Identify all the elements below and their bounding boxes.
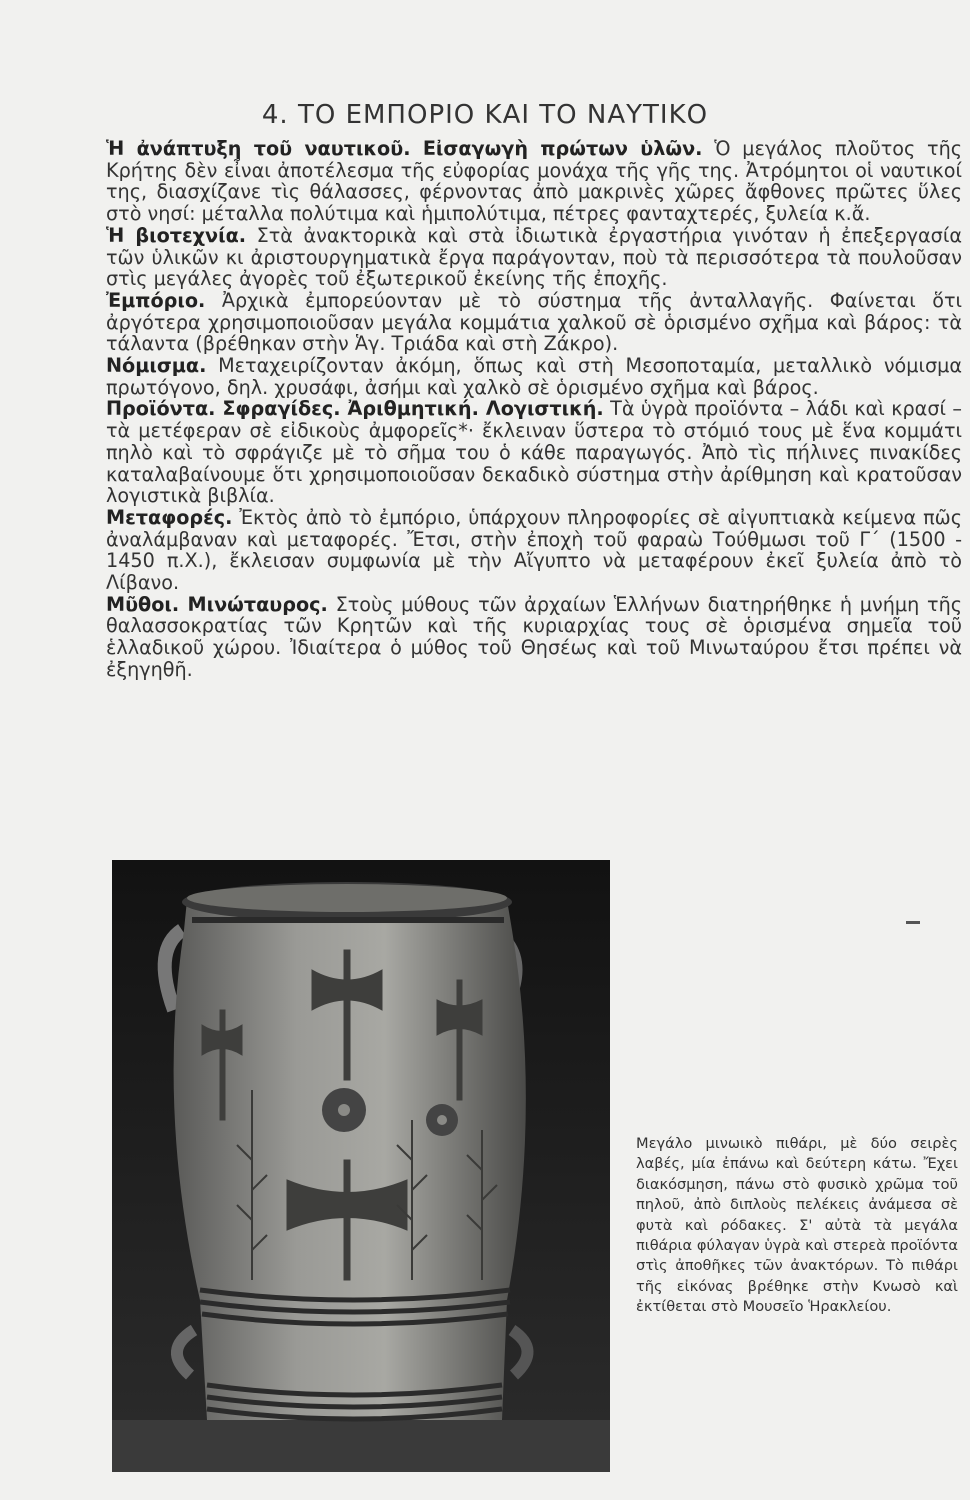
scan-mark (906, 910, 920, 914)
paragraph-transport (106, 507, 962, 594)
text-transport: Ἐκτὸς ἀπὸ τὸ ἐμπόριο, ὑπάρχουν πληροφορίες σὲ αἰγυπτιακὰ κείμενα πῶς ἀναλάμβαναν καὶ μεταφορές. Ἔτσι, στὴν ἐποχὴ τοῦ φαραὼ Τούθμωσι τοῦ Γ΄ (1500 - 1450 π.Χ.), ἔκλεισαν συμφωνία μὲ τὴν Αἴγυπτο νὰ μεταφέρουν ἐκεῖ ξυλεία ἀπὸ τὸ Λίβανο. (106, 505, 962, 595)
heading-crafts: Ἡ βιοτεχνία. (106, 223, 247, 247)
heading-transport: Μεταφορές. (106, 505, 233, 529)
paragraph-products (106, 398, 962, 507)
heading-navy: Ἡ ἀνάπτυξη τοῦ ναυτικοῦ. Εἰσαγωγὴ πρώτων ὑλῶν. (106, 137, 703, 160)
text-trade: Ἀρχικὰ ἐμπορεύονταν μὲ τὸ σύστημα τῆς ἀνταλλαγῆς. Φαίνεται ὅτι ἀργότερα χρησιμοποιοῦσαν μεγάλα κομμάτια χαλκοῦ σὲ ὁρισμένο σχῆμα καὶ βάρος: τὰ τάλαντα (βρέθηκαν στὴν Ἁγ. Τριάδα καὶ στὴ Ζάκρο). (106, 288, 962, 356)
text-crafts: Στὰ ἀνακτορικὰ καὶ στὰ ἰδιωτικὰ ἐργαστήρια γινόταν ἡ ἐπεξεργασία τῶν ὑλικῶν κι ἀριστουργηματικὰ ἔργα παράγονταν, ποὺ τὰ περισσότερα τὰ πουλοῦσαν στὶς μεγάλες ἀγορὲς τοῦ ἐξωτερικοῦ ἐκείνης τῆς ἐποχῆς. (106, 223, 962, 291)
text-navy: Ὁ μεγάλος πλοῦτος τῆς Κρήτης δὲν εἶναι ἀποτέλεσμα τῆς εὐφορίας μονάχα τῆς γῆς της. Ἀτρόμητοι οἱ ναυτικοί της, διασχίζανε τὶς θάλασσες, φέρνοντας ἀπὸ μακρινὲς χῶρες ἄφθονες πρῶτες ὕλες στὸ νησί: μέταλλα πολύτιμα καὶ ἡμιπολύτιμα, πέτρες φανταχτερές, ξυλεία κ.ἄ. (106, 137, 962, 226)
page-title: 4. ΤΟ ΕΜΠΟΡΙΟ ΚΑΙ ΤΟ ΝΑΥΤΙΚΟ (261, 100, 709, 130)
pithos-illustration (112, 860, 610, 1472)
body-text (106, 138, 962, 681)
heading-products: Προϊόντα. Σφραγίδες. Ἀριθμητική. Λογιστική. (106, 397, 604, 421)
paragraph-currency (106, 355, 962, 398)
heading-myths: Μῦθοι. Μινώταυρος. (106, 592, 328, 616)
photo-caption: Μεγάλο μινωικὸ πιθάρι, μὲ δύο σειρὲς λαβές, μία ἐπάνω καὶ δεύτερη κάτω. Ἔχει διακόσμηση, πάνω στὸ φυσικὸ χρῶμα τοῦ πηλοῦ, ἀπὸ διπλοὺς πελέκεις ἀνάμεσα σὲ φυτὰ καὶ ρόδακες. Σ' αὐτὰ τὰ μεγάλα πιθάρια φύλαγαν ὑγρὰ καὶ στερεὰ προϊόντα στὶς ἀποθῆκες τῶν ἀνακτόρων. Τὸ πιθάρι τῆς εἰκόνας βρέθηκε στὴν Κνωσὸ καὶ ἐκτίθεται στὸ Μουσεῖο Ἡρακλείου. (636, 1135, 958, 1316)
pithos-photo (112, 860, 610, 1472)
text-myths: Στοὺς μύθους τῶν ἀρχαίων Ἑλλήνων διατηρήθηκε ἡ μνήμη τῆς θαλασσοκρατίας τῶν Κρητῶν καὶ τῆς κυριαρχίας τους σὲ ὁρισμένα σημεῖα τοῦ ἑλλαδικοῦ χώρου. Ἰδιαίτερα ὁ μύθος τοῦ Θησέως καὶ τοῦ Μινωταύρου ἔτσι πρέπει νὰ ἐξηγηθῆ. (106, 592, 962, 681)
text-currency: Μεταχειρίζονταν ἀκόμη, ὅπως καὶ στὴ Μεσοποταμία, μεταλλικὸ νόμισμα πρωτόγονο, δηλ. χρυσάφι, ἀσήμι καὶ χαλκὸ σὲ ὁρισμένο σχῆμα καὶ βάρος. (106, 354, 962, 399)
dash-mark-icon (906, 921, 920, 925)
heading-currency: Νόμισμα. (106, 354, 207, 378)
heading-trade: Ἐμπόριο. (106, 288, 206, 312)
paragraph-myths (106, 594, 962, 681)
text-products: Τὰ ὑγρὰ προϊόντα – λάδι καὶ κρασί – τὰ μετέφεραν σὲ εἰδικοὺς ἀμφορεῖς*· ἔκλειναν ὕστερα τὸ στόμιό τους μὲ ἕνα κομμάτι πηλὸ καὶ τὸ σφράγιζε μὲ τὸ σῆμα του ὁ κάθε παραγωγός. Ἀπὸ τὶς πήλινες πινακίδες καταλαβαίνουμε ὅτι χρησιμοποιοῦσαν δεκαδικὸ σύστημα στὴν ἀρίθμηση καὶ κρατοῦσαν λογιστικὰ βιβλία. (106, 397, 962, 508)
paragraph-navy (106, 138, 962, 225)
paragraph-crafts (106, 225, 962, 290)
paragraph-trade (106, 290, 962, 355)
